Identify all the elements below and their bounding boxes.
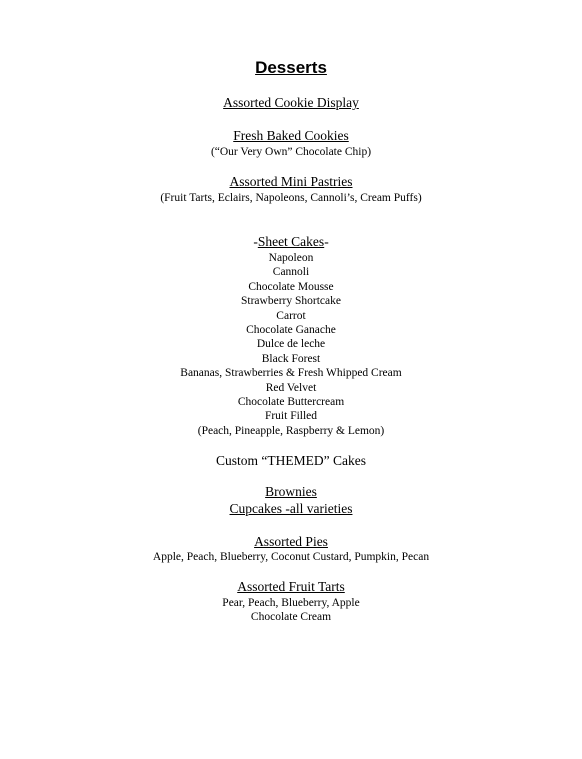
sheet-cake-item: Black Forest <box>261 353 321 365</box>
sheet-cakes-label: Sheet Cakes <box>257 234 325 249</box>
cookie-display-heading: Assorted Cookie Display <box>223 95 359 110</box>
sheet-cake-item: Strawberry Shortcake <box>241 295 341 307</box>
sheet-cakes-prefix: - <box>253 234 258 249</box>
fruit-tarts-detail: Chocolate Cream <box>250 611 332 623</box>
sheet-cake-item: Cannoli <box>272 266 310 278</box>
fruit-tarts-heading: Assorted Fruit Tarts <box>237 579 345 594</box>
mini-pastries-heading: Assorted Mini Pastries <box>229 174 353 189</box>
sheet-cake-item: Dulce de leche <box>256 338 326 350</box>
fruit-tarts-detail: Pear, Peach, Blueberry, Apple <box>222 597 360 609</box>
sheet-cake-item: Chocolate Buttercream <box>237 396 345 408</box>
sheet-cake-item: Chocolate Mousse <box>248 281 334 293</box>
pies-detail: Apple, Peach, Blueberry, Coconut Custard, Pumpkin, Pecan <box>152 551 430 563</box>
themed-cakes-heading: Custom “THEMED” Cakes <box>216 453 366 468</box>
mini-pastries-detail: (Fruit Tarts, Eclairs, Napoleons, Cannoli’s, Cream Puffs) <box>160 192 422 204</box>
brownies-heading: Brownies <box>265 484 317 499</box>
sheet-cake-item: Fruit Filled <box>264 410 318 422</box>
sheet-cake-item: Napoleon <box>268 252 314 264</box>
pies-heading: Assorted Pies <box>254 534 328 549</box>
cupcakes-heading: Cupcakes -all varieties <box>229 501 353 516</box>
fresh-baked-cookies-detail: (“Our Very Own” Chocolate Chip) <box>210 146 372 158</box>
sheet-cake-item: (Peach, Pineapple, Raspberry & Lemon) <box>197 425 385 437</box>
sheet-cake-item: Carrot <box>276 310 306 322</box>
sheet-cake-item: Bananas, Strawberries & Fresh Whipped Cream <box>180 367 402 379</box>
fresh-baked-cookies-heading: Fresh Baked Cookies <box>233 128 349 143</box>
page-title: Desserts <box>255 58 327 77</box>
sheet-cake-item: Chocolate Ganache <box>246 324 336 336</box>
sheet-cake-item: Red Velvet <box>265 382 317 394</box>
sheet-cakes-heading <box>0 234 582 250</box>
sheet-cakes-suffix: - <box>324 234 329 249</box>
